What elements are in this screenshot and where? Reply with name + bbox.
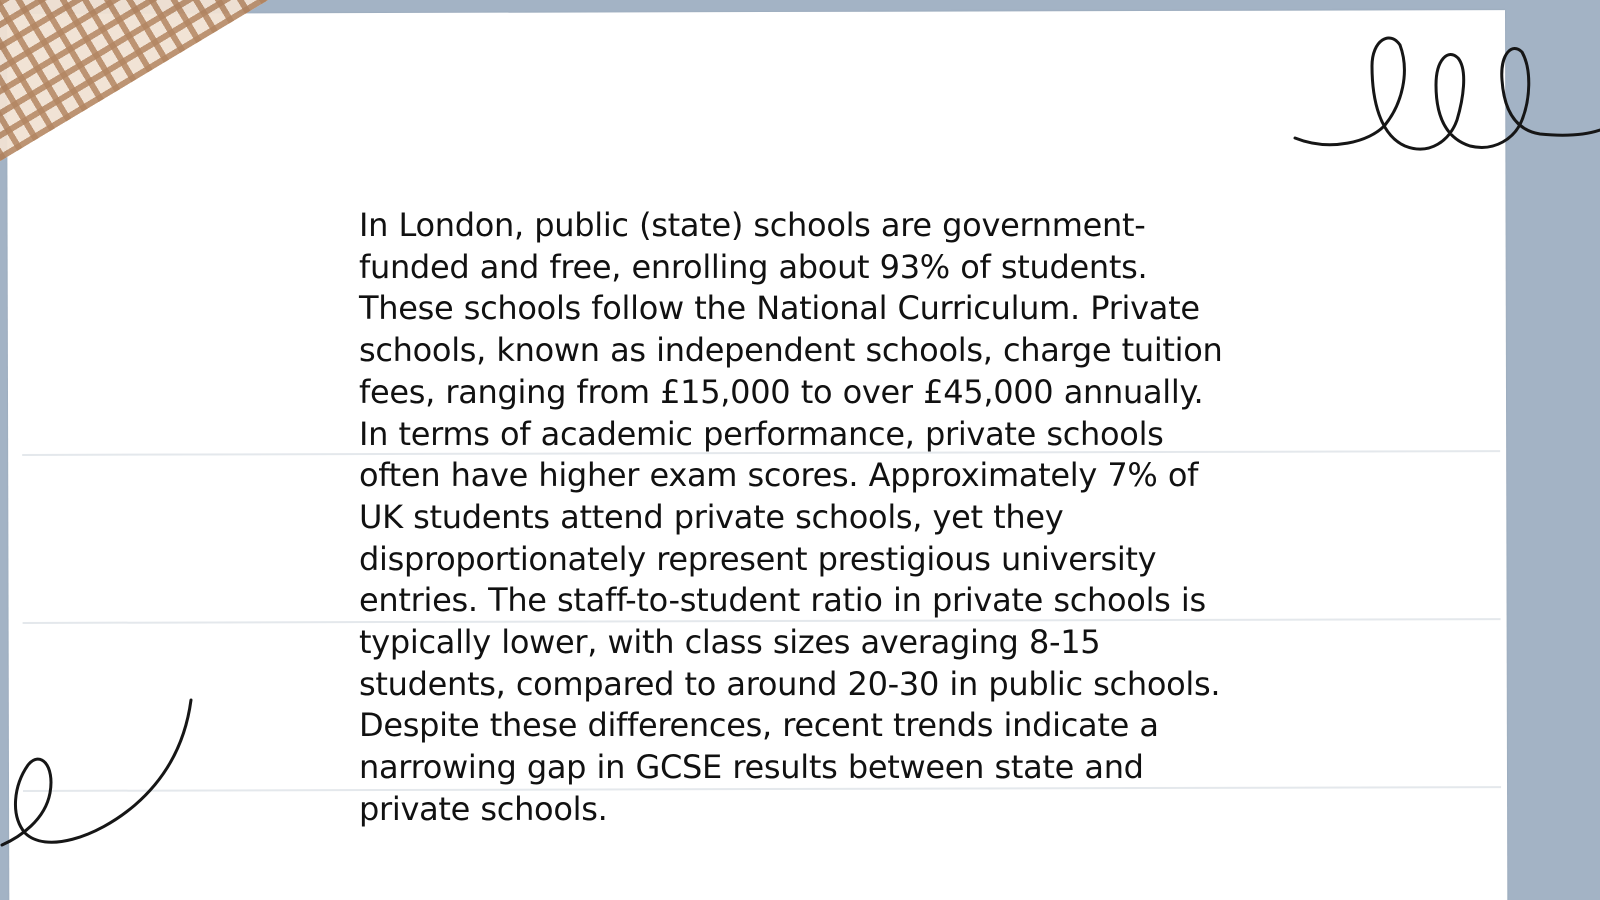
checkmark-scribble-icon: [0, 695, 200, 855]
body-paragraph: In London, public (state) schools are government-funded and free, enrolling about 93% of students. These schools follow the National Curriculum. Private schools, known as independent schools, charge tuition fees, ranging from £15,000 to over £45,000 annually. In terms of academic performance, private schools often have higher exam scores. Approximately 7% of UK students attend private schools, yet they disproportionately represent prestigious university entries. The staff-to-student ratio in private schools is typically lower, with class sizes averaging 8-15 students, compared to around 20-30 in public schools. Despite these differences, recent trends indicate a narrowing gap in GCSE results between state and private schools.: [359, 206, 1223, 828]
loop-scribble-icon: [1290, 30, 1600, 170]
